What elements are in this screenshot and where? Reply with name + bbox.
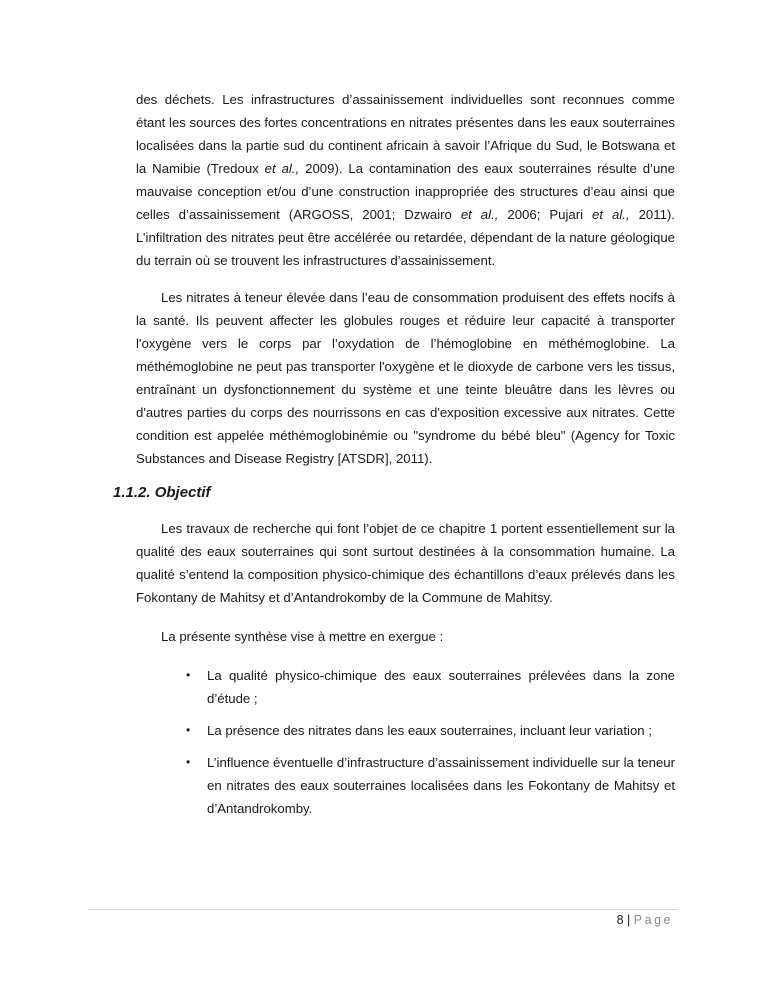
list-item-text: L’influence éventuelle d’infrastructure d’assainissement individuelle sur la teneur en nitrates des eaux souterraines localisées dans les Fokontany de Mahitsy et d’Antandrokomby. xyxy=(207,755,675,816)
citation-etal: et al., xyxy=(460,207,499,222)
page-number: 8 xyxy=(616,913,625,927)
bullet-icon: • xyxy=(186,668,191,682)
list-item xyxy=(186,664,675,710)
list-item-text: La qualité physico-chimique des eaux souterraines prélevées dans la zone d’étude ; xyxy=(207,668,675,706)
page-content xyxy=(113,88,675,829)
list-item xyxy=(186,719,675,742)
objectives-list xyxy=(136,664,675,820)
citation-etal: et al., xyxy=(592,207,630,222)
text-run: des déchets. Les infrastructures d’assainissement individuelles sont reconnues comme étant les sources des fortes concentrations en nitrates présentes dans les eaux souterraines localisées dans la partie sud du continent africain à savoir l’Afrique du Sud, le Botswana et la Namibie (Tredoux xyxy=(136,92,675,176)
footer-divider xyxy=(88,909,678,910)
paragraph-objective: Les travaux de recherche qui font l’objet de ce chapitre 1 portent essentiellement sur la qualité des eaux souterraines qui sont surtout destinées à la consommation humaine. La qualité s’entend la composition physico-chimique des échantillons d’eaux prélevés dans les Fokontany de Mahitsy et d’Antandrokomby de la Commune de Mahitsy. xyxy=(136,521,675,605)
page-footer xyxy=(617,913,673,927)
citation-etal: et al., xyxy=(264,161,300,176)
list-item xyxy=(186,751,675,820)
text-run: 2009). La contamination des eaux souterraines résulte d’une mauvaise conception et/ou d’une construction inappropriée des structures d’eau ainsi que celles d’assainissement (ARGOSS, 2001; Dzwairo xyxy=(136,161,675,222)
paragraph-sanitation xyxy=(136,88,675,272)
paragraph-health-effects: Les nitrates à teneur élevée dans l’eau de consommation produisent des effets nocifs à la santé. Ils peuvent affecter les globules rouges et réduire leur capacité à transporter l'oxygène vers le corps par l’oxydation de l’hémoglobine en méthémoglobine. La méthémoglobine ne peut pas transporter l'oxygène et le dioxyde de carbone vers les tissus, entraînant un dysfonctionnement du système et une teinte bleuâtre dans les lèvres ou d'autres parties du corps des nourrissons en cas d'exposition excessive aux nitrates. Cette condition est appelée méthémoglobinémie ou "syndrome du bébé bleu" (Agency for Toxic Substances and Disease Registry [ATSDR], 2011). xyxy=(136,290,675,466)
bullet-icon: • xyxy=(186,755,191,769)
list-item-text: La présence des nitrates dans les eaux souterraines, incluant leur variation ; xyxy=(207,723,652,738)
section-heading: 1.1.2. Objectif xyxy=(113,484,211,501)
text-run: 2011). L’infiltration des nitrates peut être accélérée ou retardée, dépendant de la nature géologique du terrain où se trouvent les infrastructures d’assainissement. xyxy=(136,207,675,268)
text-run: 2006; Pujari xyxy=(498,207,593,222)
paragraph-synthesis-intro: La présente synthèse vise à mettre en exergue : xyxy=(161,629,444,644)
bullet-icon: • xyxy=(186,723,191,737)
page-label: Page xyxy=(633,913,673,927)
footer-separator: | xyxy=(627,913,631,927)
